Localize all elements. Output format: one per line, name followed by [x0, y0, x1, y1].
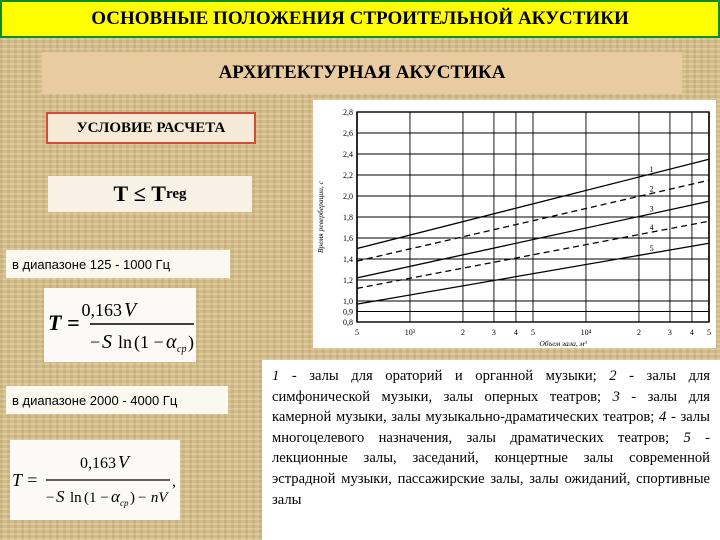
chart-xtick-label-2: 2: [460, 328, 465, 337]
chart-ytick-label-6: 1,8: [343, 213, 353, 222]
section-subtitle: АРХИТЕКТУРНАЯ АКУСТИКА: [42, 52, 682, 94]
eq1-minus: −: [90, 332, 101, 352]
chart-ytick-label-2: 1,0: [343, 297, 353, 306]
legend-text-5: - лекционные залы, заседаний, концертные залы современной эстрадной музыки, пассажирские залы, залы ожиданий, спортивные залы: [272, 429, 710, 508]
eq2-tail: − nV: [137, 490, 168, 506]
eq2-one-minus: (1 −: [84, 490, 109, 506]
eyring-formula: [44, 288, 196, 362]
air-absorption-formula: [10, 440, 180, 520]
eq1-alpha: α: [166, 331, 177, 353]
chart-ytick-label-11: 2,8: [343, 108, 353, 117]
chart-ytick-label-9: 2,4: [343, 150, 353, 159]
condition-formula: [48, 176, 252, 212]
range-low-label: в диапазоне 125 - 1000 Гц: [6, 250, 230, 278]
legend-num-1: 1: [272, 368, 280, 384]
eq2-var-s: S: [56, 487, 65, 506]
eq2-close: ): [130, 490, 135, 506]
chart-xtick-label-10: 5: [707, 328, 711, 337]
chart-xlabel: Объем зала, м³: [539, 339, 587, 348]
chart-ytick-label-8: 2,2: [343, 171, 353, 180]
chart-legend-text: [262, 360, 720, 540]
chart-ytick-label-10: 2,6: [343, 129, 353, 138]
chart-xtick-label-5: 5: [531, 328, 535, 337]
chart-xtick-label-1: 10³: [404, 328, 416, 337]
air-absorption-formula-svg: [10, 440, 180, 520]
eq2-numerator: 0,163: [80, 455, 116, 472]
chart-xtick-label-0: 5: [355, 328, 359, 337]
eq2-var-v: V: [118, 452, 129, 472]
eq1-close: ): [188, 332, 194, 352]
legend-num-5: 5: [683, 429, 691, 446]
chart-xtick-label-7: 2: [636, 328, 641, 337]
chart-xtick-label-9: 4: [689, 328, 694, 337]
chart-line-label-5: 5: [649, 243, 654, 253]
legend-num-4: 4: [659, 409, 667, 426]
formula-rhs-subscript: reg: [165, 185, 187, 202]
formula-lhs: T: [113, 181, 129, 206]
eq1-ln: ln: [118, 332, 133, 352]
calculation-condition-label: УСЛОВИЕ РАСЧЕТА: [46, 112, 256, 144]
slide-title: ОСНОВНЫЕ ПОЛОЖЕНИЯ СТРОИТЕЛЬНОЙ АКУСТИКИ: [0, 0, 720, 38]
eq2-ln: ln: [70, 490, 82, 506]
eq2-alpha-sub: ср: [120, 498, 129, 508]
legend-num-2: 2: [609, 368, 617, 384]
chart-line-label-1: 1: [649, 164, 654, 174]
eq2-comma: ,: [172, 473, 176, 490]
eq2-alpha: α: [111, 487, 120, 506]
chart-line-label-2: 2: [649, 184, 654, 194]
eq1-var-s: S: [102, 331, 112, 353]
eq1-lhs: T =: [48, 310, 80, 335]
chart-ylabel: Время реверберации, с: [316, 181, 325, 253]
formula-operator: ≤: [133, 181, 146, 206]
range-high-label: в диапазоне 2000 - 4000 Гц: [6, 386, 228, 414]
reverberation-chart-svg: [313, 100, 716, 348]
chart-ytick-label-3: 1,2: [343, 276, 353, 285]
chart-xtick-label-3: 3: [491, 328, 496, 337]
chart-ytick-label-4: 1,4: [343, 255, 353, 264]
eq1-var-v: V: [124, 299, 137, 321]
formula-rhs: T: [151, 181, 166, 206]
legend-num-3: 3: [612, 388, 620, 405]
eq2-lhs: T =: [12, 470, 39, 490]
chart-ytick-label-0: 0,8: [343, 318, 353, 327]
reverberation-chart: [313, 100, 716, 348]
eyring-formula-svg: [44, 288, 196, 362]
legend-text-3: - залы для камерной музыки, залы музыкально-драматических театров;: [272, 388, 710, 426]
chart-xtick-label-6: 10⁴: [580, 328, 592, 337]
legend-text-1: - залы для ораторий и органной музыки;: [279, 368, 610, 384]
legend-text-4: - залы многоцелевого назначения, залы драматических театров;: [272, 409, 710, 446]
chart-xtick-label-8: 3: [667, 328, 672, 337]
chart-ytick-label-1: 0,9: [343, 307, 353, 317]
chart-xtick-label-4: 4: [513, 328, 518, 337]
legend-text-2: - залы для симфонической музыки, залы оперных театров;: [272, 368, 711, 405]
eq1-one-minus: (1 −: [134, 332, 164, 352]
eq2-minus: −: [46, 490, 55, 506]
chart-ytick-label-7: 2,0: [343, 192, 353, 201]
chart-line-label-4: 4: [649, 222, 654, 232]
chart-ytick-label-5: 1,6: [343, 234, 353, 243]
eq1-alpha-sub: ср: [177, 344, 187, 355]
chart-line-label-3: 3: [649, 204, 654, 214]
eq1-numerator: 0,163: [81, 300, 122, 320]
